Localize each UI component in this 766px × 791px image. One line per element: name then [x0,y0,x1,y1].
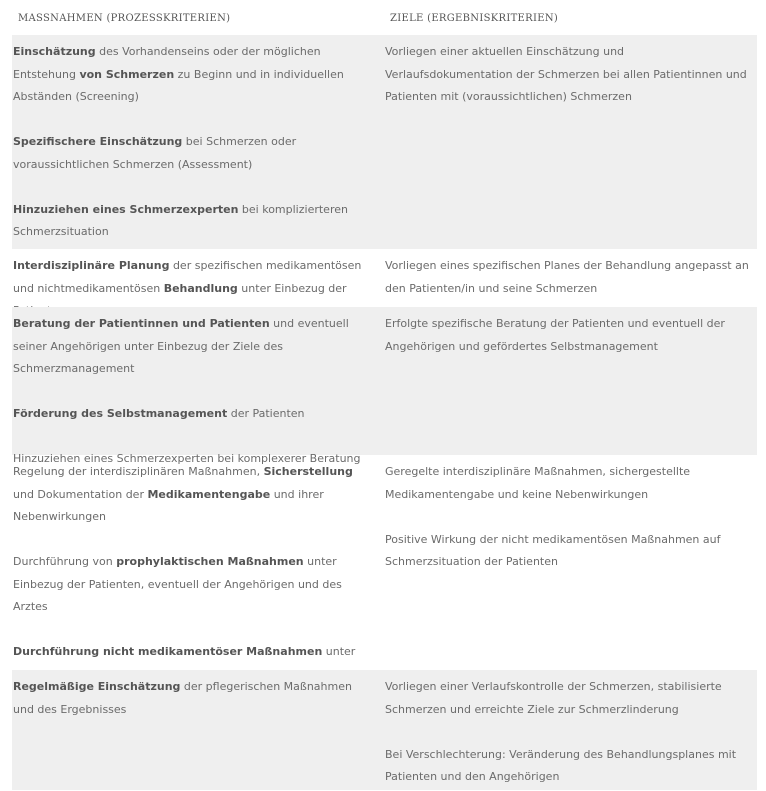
text: Hinzuziehen eines Schmerzexperten bei komplexerer Beratung [13,452,361,465]
cell-paragraph [385,461,753,506]
criteria-table [12,0,757,783]
bold-text: Medikamentengabe [147,487,271,501]
text: unter Einbezug der [241,281,347,295]
text: Positive Wirkung der nicht medikamentösen Maßnahmen auf Schmerzsituation der Patienten [385,532,721,568]
text: Regelung der interdisziplinären Maßnahmen, [13,465,264,478]
bold-text: Behandlung [163,281,238,295]
text: und eventuell seiner Angehörigen unter Einbezug der Ziele des Schmerzmanagement [13,317,349,375]
text: Vorliegen einer Verlaufskontrolle der Schmerzen, stabilisierte Schmerzen und erreichte Ziele zur Schmerzlinderung [385,680,722,716]
cell-paragraph [13,199,375,244]
cell-paragraph [13,676,375,721]
text: des Vorhandenseins oder der möglichen Entstehung [13,45,321,81]
cell-paragraph [385,529,753,574]
text: Erfolgte spezifische Beratung der Patienten und eventuell der Angehörigen und gefördertes Selbstmanagement [385,317,725,353]
text: unter [325,645,356,658]
bold-text: Sicherstellung [263,465,353,478]
text: der spezifischen medikamentösen und nichtmedikamentösen [13,259,362,295]
measure-cell [13,41,375,244]
table-row [12,455,757,670]
measure-cell [13,313,375,471]
bold-text: Regelmäßige Einschätzung [13,680,181,693]
text: bei Schmerzen oder voraussichtlichen Schmerzen (Assessment) [13,135,297,171]
text: Vorliegen einer aktuellen Einschätzung und Verlaufsdokumentation der Schmerzen bei allen Patientinnen und Patienten mit (voraussichtlichen) Schmerzen [385,45,747,103]
text: Vorliegen eines spezifischen Planes der Behandlung angepasst an den Patienten/in und seine Schmerzen [385,259,749,295]
bold-text: von Schmerzen [79,67,175,81]
bold-text: Einschätzung [13,45,96,58]
bold-text: Spezifischere Einschätzung [13,135,183,148]
text: und ihrer Nebenwirkungen [13,487,324,523]
cell-paragraph [385,744,753,789]
cell-paragraph [13,403,375,426]
text: Durchführung von [13,555,117,568]
table-row [12,35,757,249]
text: unter Einbezug der Patienten, eventuell der Angehörigen und des Arztes [13,555,342,613]
text: bei komplizierteren Schmerzsituation [13,202,348,238]
text: der Patienten [227,407,305,420]
cell-paragraph [385,41,753,109]
column-header-goals: ZIELE (ERGEBNISKRITERIEN) [390,13,559,24]
column-header-measures: MASSNAHMEN (PROZESSKRITERIEN) [18,13,231,24]
text: Geregelte interdisziplinäre Maßnahmen, sichergestellte Medikamentengabe und keine Nebenwirkungen [385,465,691,501]
cell-paragraph [385,676,753,721]
bold-text: Förderung des Selbstmanagement [13,407,228,420]
cell-paragraph [385,313,753,358]
table-row [12,670,757,790]
bold-text: Interdisziplinäre Planung [13,259,170,272]
bold-text: prophylaktischen Maßnahmen [116,555,304,568]
table-header [12,0,757,36]
text: zu Beginn und in individuellen Abständen (Screening) [13,67,344,103]
cell-paragraph [13,551,375,619]
text: der pflegerischen Maßnahmen und des Ergebnisses [13,680,352,716]
measure-cell [13,676,375,721]
goal-cell [385,461,753,574]
text: und Dokumentation der [13,487,148,501]
goal-cell [385,41,753,109]
bold-text: Hinzuziehen eines Schmerzexperten [13,202,239,216]
table-row [12,249,757,307]
goal-cell [385,255,753,300]
cell-paragraph [13,41,375,109]
cell-paragraph [13,131,375,176]
table-row [12,307,757,465]
bold-text: Beratung der Patientinnen und Patienten [13,317,270,330]
goal-cell [385,676,753,789]
bold-text: Durchführung nicht medikamentöser Maßnahmen [13,645,323,658]
cell-paragraph [13,461,375,529]
text: Bei Verschlechterung: Veränderung des Behandlungsplanes mit Patienten und den Angehörigen [385,747,737,783]
cell-paragraph [385,255,753,300]
goal-cell [385,313,753,358]
cell-paragraph [13,313,375,381]
